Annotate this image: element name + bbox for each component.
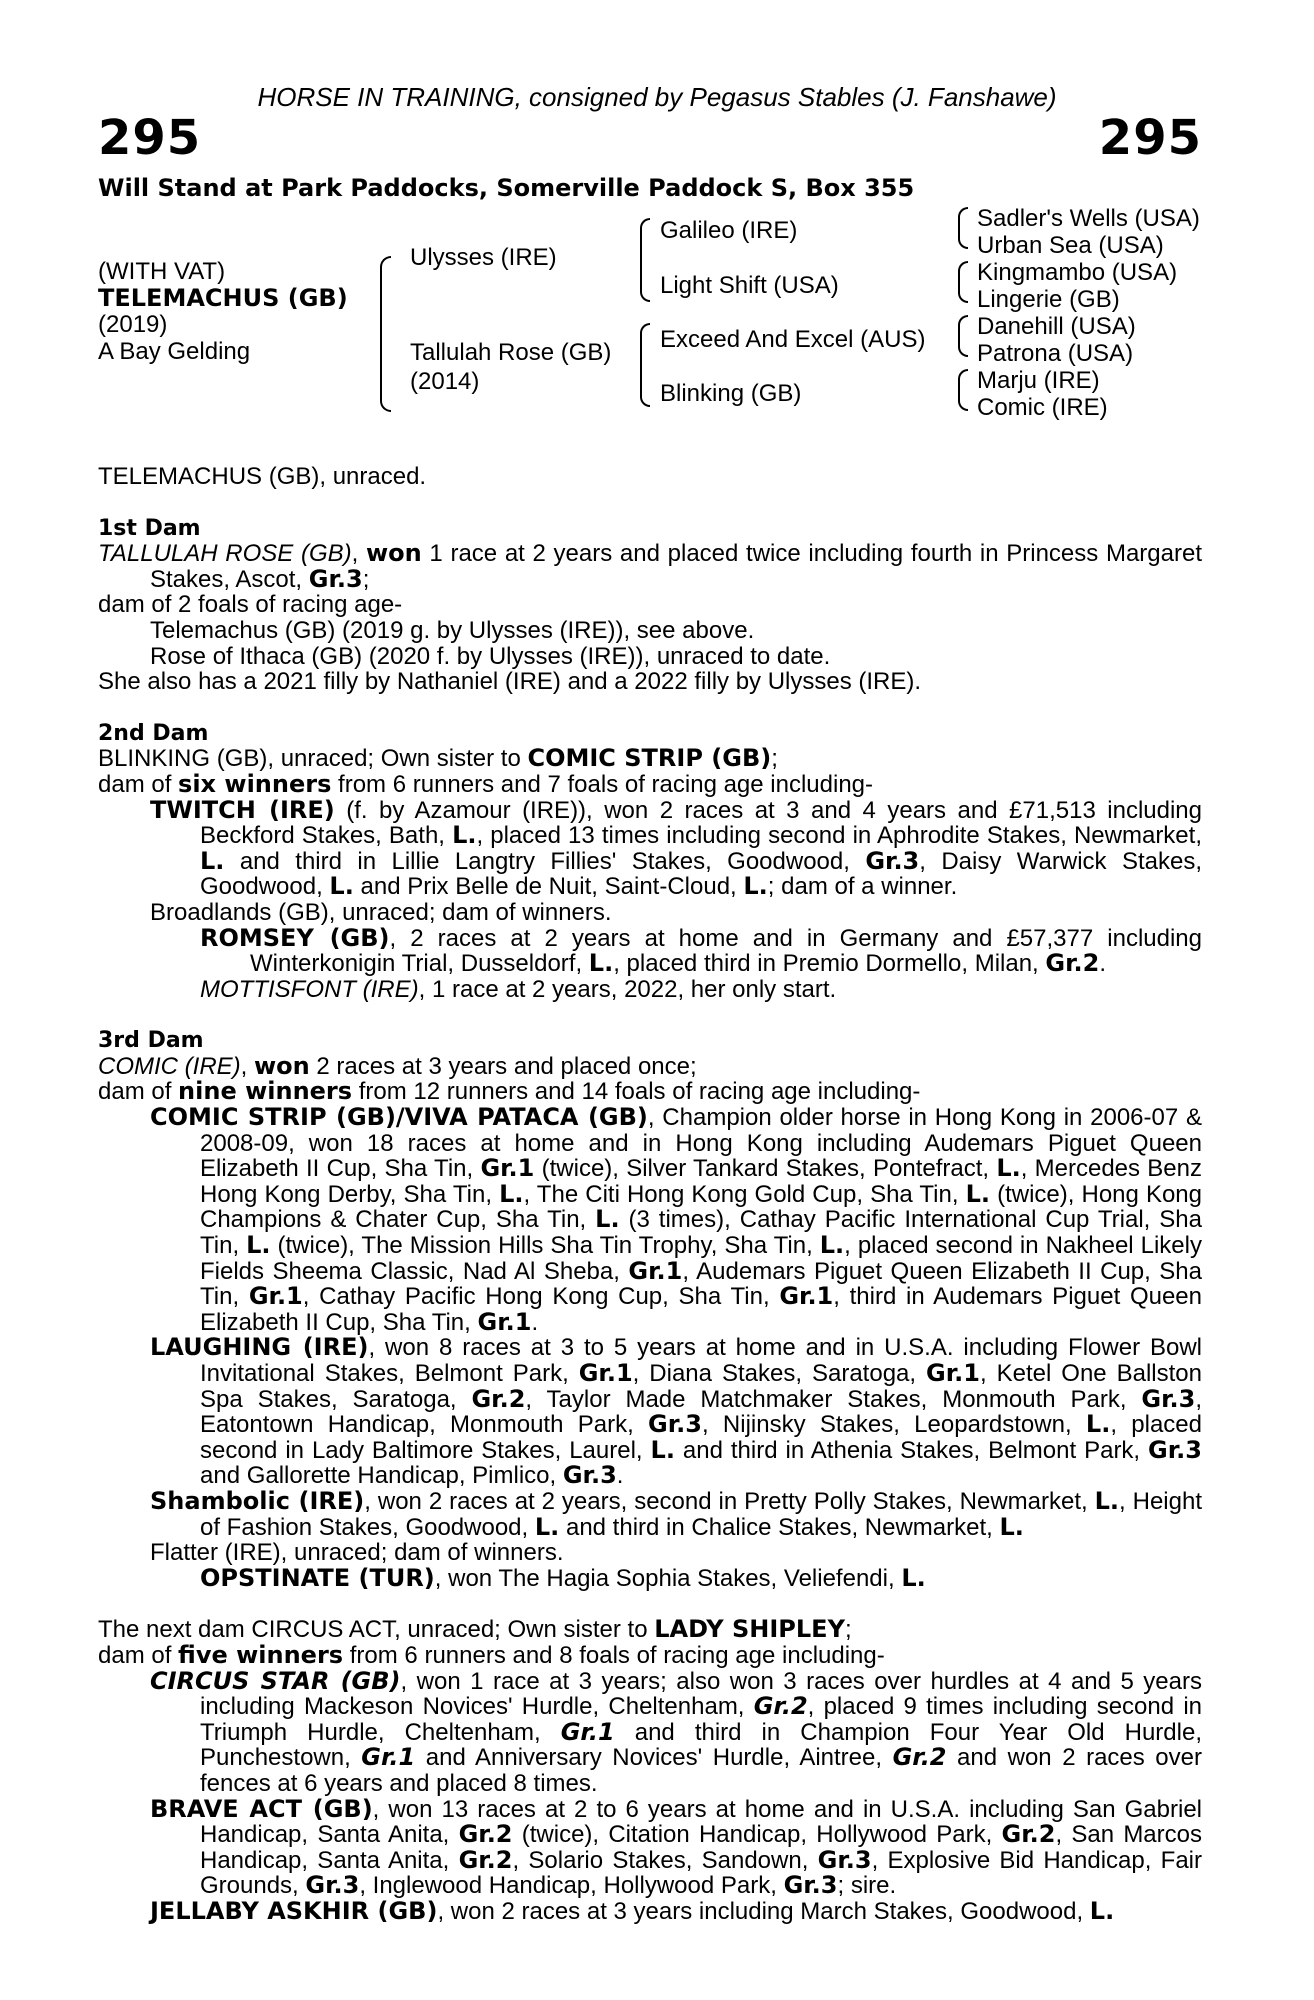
- ggp-3: Kingmambo (USA): [977, 259, 1178, 286]
- lot-number-left: 295: [98, 110, 202, 166]
- ggp-4: Lingerie (GB): [977, 286, 1120, 313]
- bracket: [958, 261, 968, 283]
- second-dam-heading: 2nd Dam: [98, 720, 209, 746]
- produce-entry: Flatter (IRE), unraced; dam of winners.: [150, 1539, 564, 1567]
- ggp-1: Sadler's Wells (USA): [977, 205, 1200, 232]
- next-dam-line: The next dam CIRCUS ACT, unraced; Own sister to LADY SHIPLEY;: [98, 1615, 852, 1644]
- bracket: [958, 207, 968, 229]
- first-dam-record: TALLULAH ROSE (GB), won 1 race at 2 years and placed twice including fourth in Princess Margaret Stakes, Ascot, Gr.3;: [98, 539, 1202, 593]
- produce-entry: TWITCH (IRE) (f. by Azamour (IRE)), won 2 races at 3 and 4 years and £71,513 including Beckford Stakes, Bath, L., placed 13 times including second in Aphrodite Stakes, Newmarket, L. and third in Lillie Langtry Fillies' Stakes, Goodwood, Gr.3, Daisy Warwick Stakes, Goodwood, L. and Prix Belle de Nuit, Saint-Cloud, L.; dam of a winner.: [150, 795, 1203, 901]
- produce-entry: MOTTISFONT (IRE), 1 race at 2 years, 2022, her only start.: [200, 975, 837, 1003]
- produce-entry: Broadlands (GB), unraced; dam of winners.: [150, 898, 612, 926]
- dam-sire: Exceed And Excel (AUS): [660, 326, 926, 353]
- second-dam-winners: dam of six winners from 6 runners and 7 foals of racing age including-: [98, 769, 874, 798]
- vat-label: (WITH VAT): [98, 258, 226, 285]
- produce-entry: LAUGHING (IRE), won 8 races at 3 to 5 years at home and in U.S.A. including Flower Bowl Invitational Stakes, Belmont Park, Gr.1, Diana Stakes, Saratoga, Gr.1, Ketel One Ballston Spa Stakes, Saratoga, Gr.2, Taylor Made Matchmaker Stakes, Monmouth Park, Gr.3, Eatontown Handicap, Monmouth Park, Gr.3, Nijinsky Stakes, Leopardstown, L., placed second in Lady Baltimore Stakes, Laurel, L. and third in Athenia Stakes, Belmont Park, Gr.3 and Gallorette Handicap, Pimlico, Gr.3.: [150, 1333, 1202, 1490]
- sire-dam: Light Shift (USA): [660, 272, 839, 299]
- bracket: [640, 260, 650, 302]
- next-dam-winners: dam of five winners from 6 runners and 8 foals of racing age including-: [98, 1640, 885, 1669]
- third-dam-heading: 3rd Dam: [98, 1028, 204, 1054]
- bracket: [640, 218, 650, 262]
- sire-sire: Galileo (IRE): [660, 217, 798, 244]
- bracket: [958, 281, 968, 303]
- second-dam-line: BLINKING (GB), unraced; Own sister to COMIC STRIP (GB);: [98, 744, 778, 773]
- produce-entry: BRAVE ACT (GB), won 13 races at 2 to 6 years at home and in U.S.A. including San Gabriel Handicap, Santa Anita, Gr.2 (twice), Citation Handicap, Hollywood Park, Gr.2, San Marcos Handicap, Santa Anita, Gr.2, Solario Stakes, Sandown, Gr.3, Explosive Bid Handicap, Fair Grounds, Gr.3, Inglewood Handicap, Hollywood Park, Gr.3; sire.: [150, 1794, 1203, 1900]
- horse-description: A Bay Gelding: [98, 338, 251, 365]
- ggp-2: Urban Sea (USA): [977, 232, 1164, 259]
- produce-entry: OPSTINATE (TUR), won The Hagia Sophia Stakes, Veliefendi, L.: [200, 1563, 926, 1592]
- bracket: [958, 389, 968, 411]
- ggp-5: Danehill (USA): [977, 313, 1136, 340]
- produce-note: She also has a 2021 filly by Nathaniel (IRE) and a 2022 filly by Ulysses (IRE).: [98, 668, 922, 696]
- dam-year: (2014): [410, 368, 480, 395]
- bracket: [958, 227, 968, 249]
- sire-name: Ulysses (IRE): [410, 244, 557, 271]
- produce-entry: ROMSEY (GB), 2 races at 2 years at home and in Germany and £57,377 including Winterkonigin Trial, Dusseldorf, L., placed third in Premio Dormello, Milan, Gr.2.: [200, 923, 1203, 978]
- produce-entry: JELLABY ASKHIR (GB), won 2 races at 3 years including March Stakes, Goodwood, L.: [150, 1896, 1115, 1925]
- stand-info: Will Stand at Park Paddocks, Somerville Paddock S, Box 355: [98, 174, 915, 202]
- ggp-6: Patrona (USA): [977, 340, 1134, 367]
- summary-line: TELEMACHUS (GB), unraced.: [98, 463, 427, 490]
- third-dam-winners: dam of nine winners from 12 runners and 14 foals of racing age including-: [98, 1077, 921, 1106]
- bracket: [640, 323, 650, 367]
- catalogue-body: [98, 464, 1202, 1924]
- first-dam-heading: 1st Dam: [98, 515, 201, 541]
- first-dam-foals: dam of 2 foals of racing age-: [98, 591, 403, 619]
- produce-line: Rose of Ithaca (GB) (2020 f. by Ulysses (IRE)), unraced to date.: [150, 642, 831, 670]
- lot-number-right: 295: [1098, 110, 1202, 166]
- third-dam-line: COMIC (IRE), won 2 races at 3 years and placed once;: [98, 1051, 697, 1080]
- ggp-8: Comic (IRE): [977, 394, 1108, 421]
- produce-line: Telemachus (GB) (2019 g. by Ulysses (IRE)), see above.: [150, 616, 755, 644]
- bracket: [958, 315, 968, 337]
- produce-entry: Shambolic (IRE), won 2 races at 2 years, second in Pretty Polly Stakes, Newmarket, L., Height of Fashion Stakes, Goodwood, L. and third in Chalice Stakes, Newmarket, L.: [150, 1486, 1202, 1541]
- horse-name: TELEMACHUS (GB): [98, 284, 348, 312]
- bracket: [380, 256, 391, 334]
- dam-name: Tallulah Rose (GB): [410, 339, 612, 366]
- bracket: [380, 332, 391, 412]
- dam-dam: Blinking (GB): [660, 380, 802, 407]
- produce-entry: CIRCUS STAR (GB), won 1 race at 3 years; also won 3 races over hurdles at 4 and 5 years including Mackeson Novices' Hurdle, Cheltenham, Gr.2, placed 9 times including second in Triumph Hurdle, Cheltenham, Gr.1 and third in Champion Four Year Old Hurdle, Punchestown, Gr.1 and Anniversary Novices' Hurdle, Aintree, Gr.2 and won 2 races over fences at 6 years and placed 8 times.: [150, 1666, 1203, 1797]
- bracket: [958, 335, 968, 357]
- horse-year: (2019): [98, 311, 168, 338]
- consignor-line: HORSE IN TRAINING, consigned by Pegasus Stables (J. Fanshawe): [257, 82, 1057, 112]
- bracket: [640, 365, 650, 407]
- bracket: [958, 369, 968, 391]
- ggp-7: Marju (IRE): [977, 367, 1100, 394]
- produce-entry: COMIC STRIP (GB)/VIVA PATACA (GB), Champion older horse in Hong Kong in 2006-07 & 2008-09, won 18 races at home and in Hong Kong including Audemars Piguet Queen Elizabeth II Cup, Sha Tin, Gr.1 (twice), Silver Tankard Stakes, Pontefract, L., Mercedes Benz Hong Kong Derby, Sha Tin, L., The Citi Hong Kong Gold Cup, Sha Tin, L. (twice), Hong Kong Champions & Chater Cup, Sha Tin, L. (3 times), Cathay Pacific International Cup Trial, Sha Tin, L. (twice), The Mission Hills Sha Tin Trophy, Sha Tin, L., placed second in Nakheel Likely Fields Sheema Classic, Nad Al Sheba, Gr.1, Audemars Piguet Queen Elizabeth II Cup, Sha Tin, Gr.1, Cathay Pacific Hong Kong Cup, Sha Tin, Gr.1, third in Audemars Piguet Queen Elizabeth II Cup, Sha Tin, Gr.1.: [150, 1103, 1203, 1336]
